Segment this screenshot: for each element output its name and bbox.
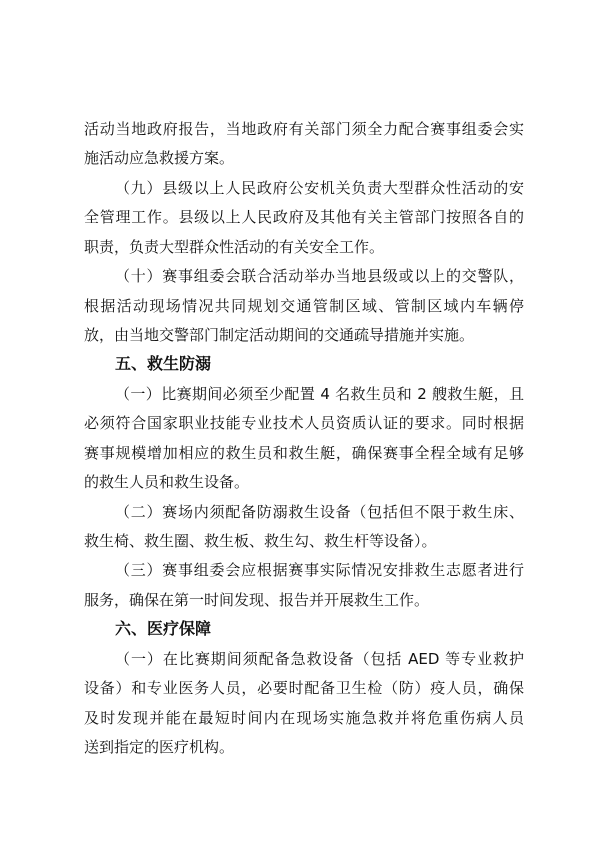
paragraph-line: 服务，确保在第一时间发现、报告并开展救生工作。 [84,591,430,609]
paragraph-line: 放，由当地交警部门制定活动期间的交通疏导措施并实施。 [84,326,475,344]
paragraph-line: 送到指定的医疗机构。 [84,738,235,756]
paragraph-line: （一）比赛期间必须至少配置 4 名救生员和 2 艘救生艇，且 [115,385,524,403]
paragraph-line: （九）县级以上人民政府公安机关负责大型群众性活动的安 [115,179,524,197]
paragraph-line: 职责，负责大型群众性活动的有关安全工作。 [84,238,385,256]
paragraph-line: 及时发现并能在最短时间内在现场实施急救并将危重伤病人员 [84,709,524,727]
paragraph-line: 的救生人员和救生设备。 [84,473,250,491]
paragraph-line: （三）赛事组委会应根据赛事实际情况安排救生志愿者进行 [115,561,524,579]
paragraph-line: （一）在比赛期间须配备急救设备（包括 AED 等专业救护 [115,650,524,668]
paragraph-line: 全管理工作。县级以上人民政府及其他有关主管部门按照各自的 [84,208,524,226]
paragraph-line: 根据活动现场情况共同规划交通管制区域、管制区域内车辆停 [84,297,524,315]
paragraph-line: （二）赛场内须配备防溺救生设备（包括但不限于救生床、 [115,503,524,521]
paragraph-line: 赛事规模增加相应的救生员和救生艇，确保赛事全程全域有足够 [84,444,524,462]
paragraph-line: 施活动应急救援方案。 [84,149,235,167]
paragraph-line: 活动当地政府报告，当地政府有关部门须全力配合赛事组委会实 [84,120,524,138]
paragraph-line: 必须符合国家职业技能专业技术人员资质认证的要求。同时根据 [84,414,524,432]
section-heading: 五、救生防溺 [115,354,212,373]
paragraph-line: 设备）和专业医务人员，必要时配备卫生检（防）疫人员，确保 [84,679,524,697]
paragraph-line: 救生椅、救生圈、救生板、救生勾、救生杆等设备）。 [84,532,437,550]
paragraph-line: （十）赛事组委会联合活动举办当地县级或以上的交警队， [115,267,524,285]
section-heading: 六、医疗保障 [115,619,212,638]
